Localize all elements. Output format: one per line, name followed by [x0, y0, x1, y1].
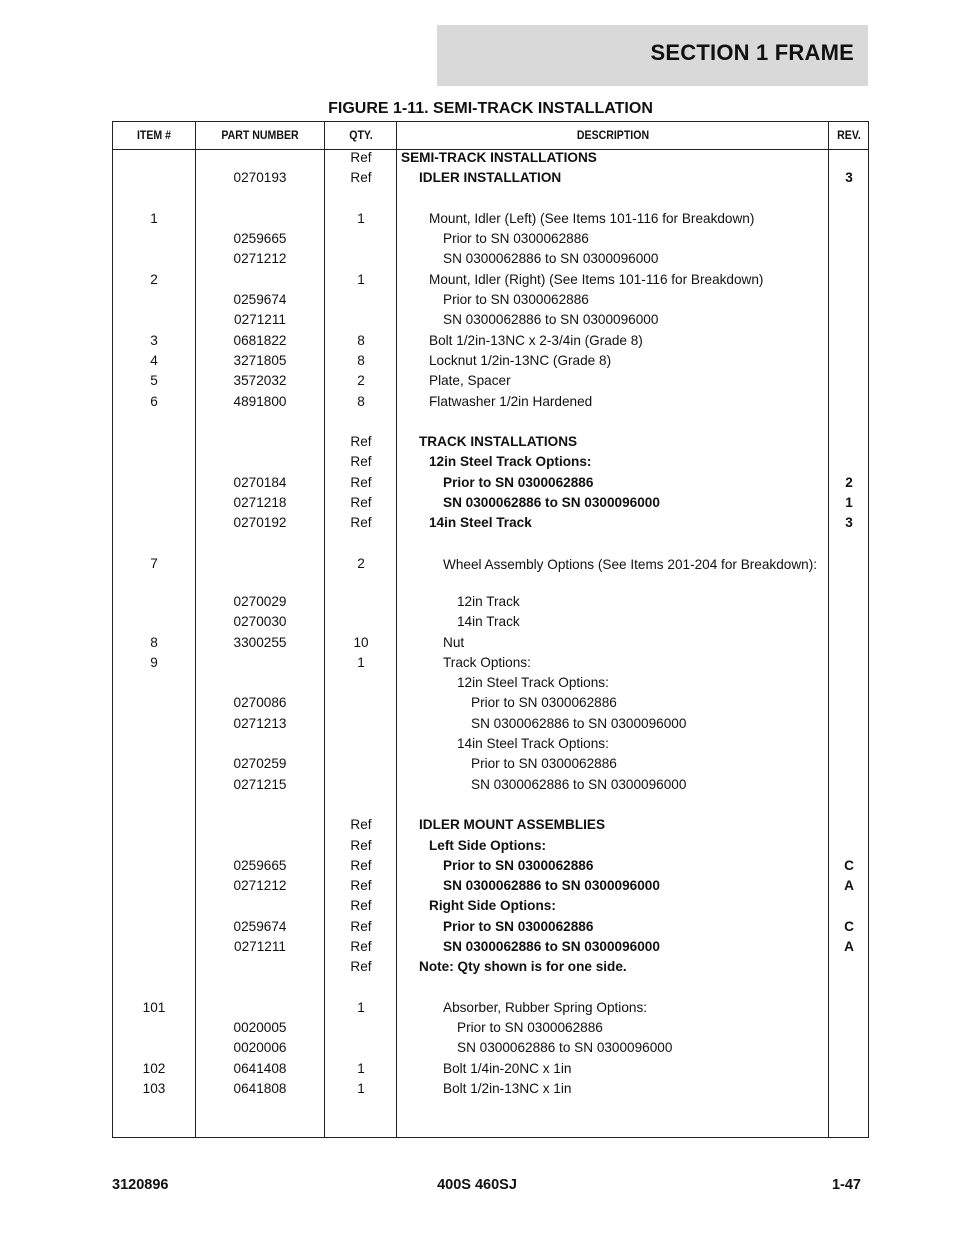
column-header-rev: REV.	[837, 128, 861, 142]
table-body	[113, 148, 868, 1099]
quantity-cell: Ref	[350, 454, 372, 470]
revision-cell: 2	[845, 474, 853, 490]
quantity-cell: 10	[353, 634, 369, 650]
table-row	[113, 592, 868, 612]
description-cell: 12in Steel Track Options:	[429, 454, 592, 470]
part-number-cell: 0641408	[233, 1060, 287, 1076]
part-number-cell: 0270030	[233, 614, 287, 630]
description-cell: Prior to SN 0300062886	[471, 695, 617, 711]
description-cell: Nut	[443, 634, 465, 650]
quantity-cell: Ref	[350, 817, 372, 833]
table-row	[113, 432, 868, 452]
part-number-cell: 0271218	[233, 495, 287, 511]
description-cell: Left Side Options:	[429, 837, 547, 853]
description-cell: Absorber, Rubber Spring Options:	[443, 999, 648, 1015]
part-number-cell: 0270086	[233, 695, 287, 711]
column-header-item: ITEM #	[136, 128, 172, 142]
description-cell: SN 0300062886 to SN 0300096000	[443, 878, 660, 894]
table-row	[113, 534, 868, 554]
revision-cell: 1	[845, 495, 853, 511]
table-row	[113, 513, 868, 533]
description-cell: Locknut 1/2in-13NC (Grade 8)	[429, 352, 612, 368]
quantity-cell: Ref	[350, 898, 372, 914]
section-banner	[437, 25, 868, 86]
item-number-cell: 2	[150, 271, 158, 287]
part-number-cell: 0270192	[233, 515, 287, 531]
part-number-cell: 0271215	[233, 776, 287, 792]
quantity-cell: 1	[357, 999, 365, 1015]
table-row	[113, 168, 868, 188]
table-row	[113, 673, 868, 693]
part-number-cell: 0020005	[233, 1020, 287, 1036]
table-row	[113, 412, 868, 432]
quantity-cell: Ref	[350, 918, 372, 934]
description-cell: Plate, Spacer	[429, 373, 511, 389]
revision-cell: C	[844, 857, 854, 873]
table-row	[113, 148, 868, 168]
description-cell: Prior to SN 0300062886	[443, 474, 594, 490]
part-number-cell: 0270184	[233, 474, 287, 490]
table-row	[113, 633, 868, 653]
description-cell: Prior to SN 0300062886	[443, 292, 589, 308]
quantity-cell: Ref	[350, 857, 372, 873]
quantity-cell: Ref	[350, 495, 372, 511]
quantity-cell: Ref	[350, 878, 372, 894]
part-number-cell: 0271212	[233, 251, 287, 267]
part-number-cell: 0270193	[233, 170, 287, 186]
description-cell: Wheel Assembly Options (See Items 201-204 for Breakdown):	[443, 556, 818, 572]
table-row	[113, 209, 868, 229]
table-row	[113, 1038, 868, 1058]
table-row	[113, 734, 868, 754]
quantity-cell: Ref	[350, 150, 372, 165]
figure-title: FIGURE 1-11. SEMI-TRACK INSTALLATION	[328, 100, 653, 117]
table-row	[113, 229, 868, 249]
parts-table	[112, 121, 869, 1138]
part-number-cell: 0259674	[233, 292, 287, 308]
description-cell: Prior to SN 0300062886	[471, 756, 617, 772]
part-number-cell: 0271211	[234, 938, 286, 954]
part-number-cell: 3300255	[233, 634, 287, 650]
quantity-cell: Ref	[350, 170, 372, 186]
item-number-cell: 1	[150, 210, 158, 226]
description-cell: 14in Steel Track Options:	[457, 736, 609, 752]
quantity-cell: 1	[357, 210, 365, 226]
item-number-cell: 7	[150, 555, 158, 571]
item-number-cell: 6	[150, 393, 158, 409]
description-cell: SN 0300062886 to SN 0300096000	[457, 1040, 673, 1056]
table-row	[113, 493, 868, 513]
quantity-cell: 1	[357, 271, 365, 287]
description-cell: SEMI-TRACK INSTALLATIONS	[401, 150, 597, 165]
item-number-cell: 101	[142, 999, 166, 1015]
description-cell: SN 0300062886 to SN 0300096000	[443, 251, 659, 267]
table-row	[113, 331, 868, 351]
description-cell: SN 0300062886 to SN 0300096000	[471, 715, 687, 731]
description-cell: SN 0300062886 to SN 0300096000	[443, 938, 660, 954]
item-number-cell: 4	[150, 352, 158, 368]
table-row	[113, 978, 868, 998]
table-row	[113, 693, 868, 713]
table-row	[113, 249, 868, 269]
part-number-cell: 0271213	[233, 715, 287, 731]
table-row	[113, 937, 868, 957]
quantity-cell: 2	[357, 373, 365, 389]
table-row	[113, 653, 868, 673]
description-cell: Flatwasher 1/2in Hardened	[429, 393, 593, 409]
table-row	[113, 795, 868, 815]
table-row	[113, 754, 868, 774]
item-number-cell: 102	[142, 1060, 166, 1076]
description-cell: Prior to SN 0300062886	[457, 1020, 603, 1036]
description-cell: Mount, Idler (Left) (See Items 101-116 for Breakdown)	[429, 210, 755, 226]
revision-cell: A	[844, 878, 854, 894]
table-row	[113, 310, 868, 330]
item-number-cell: 5	[150, 373, 158, 389]
quantity-cell: 1	[357, 1081, 365, 1097]
description-cell: Note: Qty shown is for one side.	[419, 959, 627, 975]
description-cell: SN 0300062886 to SN 0300096000	[471, 776, 687, 792]
description-cell: Mount, Idler (Right) (See Items 101-116 for Breakdown)	[429, 271, 764, 287]
quantity-cell: Ref	[350, 474, 372, 490]
quantity-cell: Ref	[350, 434, 372, 450]
description-cell: IDLER MOUNT ASSEMBLIES	[419, 817, 606, 833]
description-cell: Prior to SN 0300062886	[443, 857, 594, 873]
column-header-qty: QTY.	[349, 128, 373, 142]
part-number-cell: 4891800	[233, 393, 287, 409]
part-number-cell: 0259665	[233, 857, 287, 873]
table-row	[113, 836, 868, 856]
quantity-cell: Ref	[350, 515, 372, 531]
section-title: SECTION 1 FRAME	[650, 40, 854, 65]
quantity-cell: 8	[357, 352, 365, 368]
table-row	[113, 876, 868, 896]
revision-cell: 3	[845, 170, 853, 186]
table-row	[113, 917, 868, 937]
revision-cell: 3	[845, 515, 853, 531]
description-cell: 14in Steel Track	[429, 515, 532, 531]
footer-model: 400S 460SJ	[437, 1177, 517, 1193]
table-row	[113, 612, 868, 632]
description-cell: 12in Steel Track Options:	[457, 675, 609, 691]
quantity-cell: 1	[357, 654, 365, 670]
item-number-cell: 8	[150, 634, 158, 650]
table-row	[113, 957, 868, 977]
part-number-cell: 0020006	[233, 1040, 287, 1056]
column-header-description: DESCRIPTION	[576, 128, 650, 142]
quantity-cell: Ref	[350, 938, 372, 954]
table-row	[113, 815, 868, 835]
table-row	[113, 554, 868, 592]
part-number-cell: 0259674	[233, 918, 287, 934]
table-row	[113, 452, 868, 472]
table-row	[113, 270, 868, 290]
description-cell: TRACK INSTALLATIONS	[419, 434, 578, 450]
item-number-cell: 9	[150, 654, 158, 670]
table-row	[113, 392, 868, 412]
part-number-cell: 3572032	[233, 373, 287, 389]
part-number-cell: 0270029	[233, 593, 287, 609]
table-row	[113, 351, 868, 371]
table-row	[113, 1059, 868, 1079]
part-number-cell: 0641808	[233, 1081, 287, 1097]
table-row	[113, 473, 868, 493]
description-cell: Bolt 1/2in-13NC x 1in	[443, 1081, 572, 1097]
table-row	[113, 371, 868, 391]
part-number-cell: 0681822	[233, 332, 287, 348]
description-cell: Prior to SN 0300062886	[443, 918, 594, 934]
table-row	[113, 775, 868, 795]
revision-cell: C	[844, 918, 854, 934]
table-row	[113, 189, 868, 209]
table-row	[113, 896, 868, 916]
description-cell: Right Side Options:	[429, 898, 556, 914]
quantity-cell: Ref	[350, 959, 372, 975]
footer-page-number: 1-47	[831, 1177, 861, 1193]
item-number-cell: 3	[150, 332, 158, 348]
part-number-cell: 0259665	[233, 231, 287, 247]
column-header-part-number: PART NUMBER	[221, 128, 299, 142]
revision-cell: A	[844, 938, 854, 954]
quantity-cell: Ref	[350, 837, 372, 853]
quantity-cell: 1	[357, 1060, 365, 1076]
quantity-cell: 8	[357, 393, 365, 409]
table-row	[113, 290, 868, 310]
item-number-cell: 103	[142, 1081, 166, 1097]
table-row	[113, 998, 868, 1018]
quantity-cell: 2	[357, 555, 365, 571]
description-cell: SN 0300062886 to SN 0300096000	[443, 495, 660, 511]
table-row	[113, 1018, 868, 1038]
description-cell: 14in Track	[457, 614, 520, 630]
part-number-cell: 0271212	[233, 878, 287, 894]
table-row	[113, 856, 868, 876]
description-cell: IDLER INSTALLATION	[419, 170, 562, 186]
description-cell: 12in Track	[457, 593, 520, 609]
description-cell: Bolt 1/2in-13NC x 2-3/4in (Grade 8)	[429, 332, 643, 348]
part-number-cell: 0270259	[233, 756, 287, 772]
description-cell: Prior to SN 0300062886	[443, 231, 589, 247]
description-cell: SN 0300062886 to SN 0300096000	[443, 312, 659, 328]
table-row	[113, 714, 868, 734]
footer-doc-number: 3120896	[112, 1177, 169, 1193]
part-number-cell: 3271805	[233, 352, 287, 368]
quantity-cell: 8	[357, 332, 365, 348]
description-cell: Bolt 1/4in-20NC x 1in	[443, 1060, 572, 1076]
description-cell: Track Options:	[443, 654, 531, 670]
part-number-cell: 0271211	[234, 312, 286, 328]
table-row	[113, 1079, 868, 1099]
